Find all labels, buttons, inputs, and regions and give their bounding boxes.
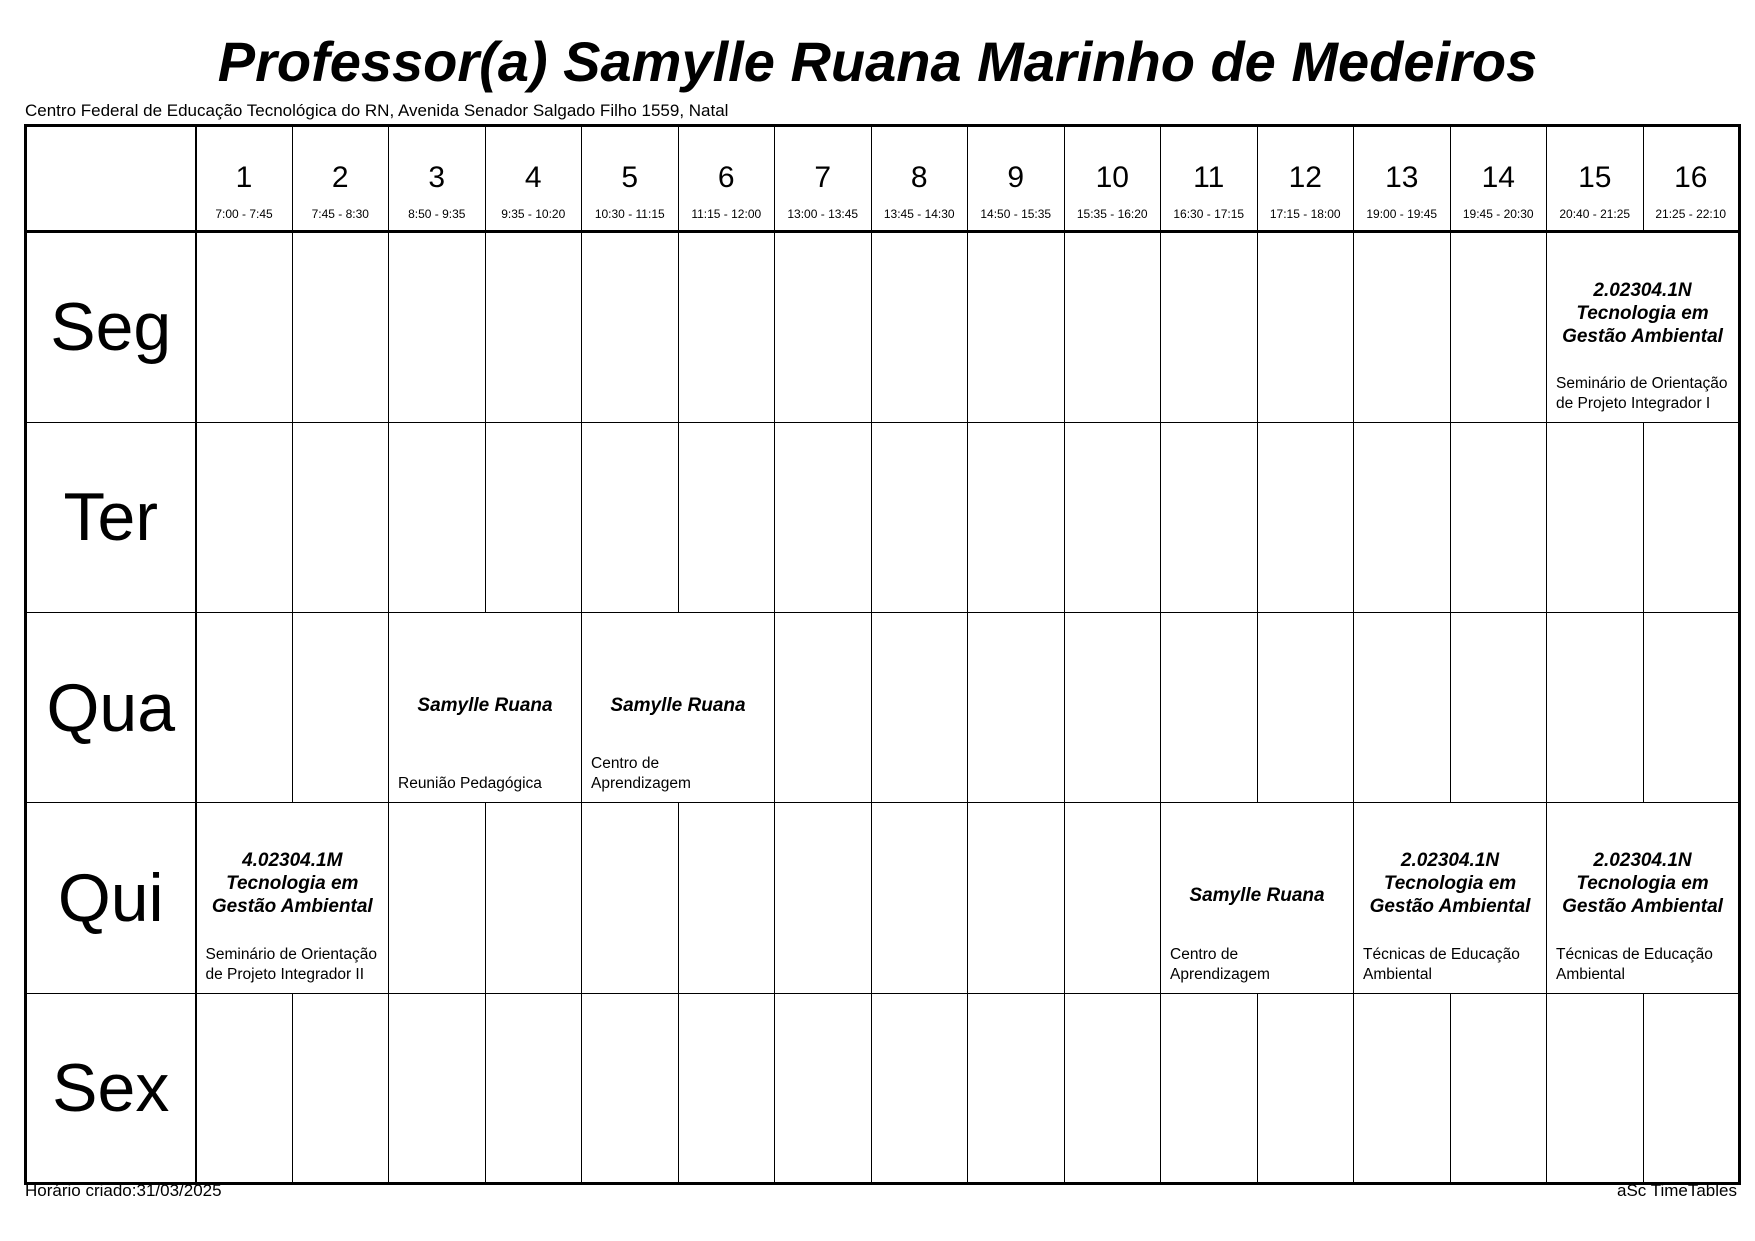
period-header-9: 9 14:50 - 15:35 xyxy=(968,126,1065,232)
lesson-teacher: Samylle Ruana xyxy=(1189,885,1325,907)
period-header-15: 15 20:40 - 21:25 xyxy=(1547,126,1644,232)
empty-slot xyxy=(196,612,293,802)
period-header-16: 16 21:25 - 22:10 xyxy=(1643,126,1740,232)
empty-slot xyxy=(1257,422,1354,612)
lesson-class: 2.02304.1N Tecnologia em Gestão Ambiental xyxy=(1562,280,1723,348)
lesson-teacher: Samylle Ruana xyxy=(417,694,553,716)
empty-slot xyxy=(871,422,968,612)
period-header-4: 4 9:35 - 10:20 xyxy=(485,126,582,232)
lesson-subject: Centro de Aprendizagem xyxy=(591,755,691,793)
empty-slot xyxy=(389,422,486,612)
period-header-12: 12 17:15 - 18:00 xyxy=(1257,126,1354,232)
empty-slot xyxy=(1354,612,1451,802)
empty-slot xyxy=(485,993,582,1183)
empty-slot xyxy=(1643,422,1740,612)
empty-slot xyxy=(1450,232,1547,422)
lesson-subject: Seminário de Orientação de Projeto Integrador II xyxy=(205,945,377,983)
empty-slot xyxy=(582,803,679,993)
period-header-11: 11 16:30 - 17:15 xyxy=(1161,126,1258,232)
empty-slot xyxy=(968,993,1065,1183)
empty-slot xyxy=(1354,422,1451,612)
timetable-grid xyxy=(24,124,1741,1185)
lesson-teacher: Samylle Ruana xyxy=(610,694,746,716)
lesson-subject: Centro de Aprendizagem xyxy=(1170,945,1270,983)
empty-slot xyxy=(968,232,1065,422)
empty-slot xyxy=(1064,993,1161,1183)
empty-slot xyxy=(968,422,1065,612)
empty-slot xyxy=(1354,232,1451,422)
empty-slot xyxy=(389,803,486,993)
period-header-3: 3 8:50 - 9:35 xyxy=(389,126,486,232)
empty-slot xyxy=(196,422,293,612)
period-header-13: 13 19:00 - 19:45 xyxy=(1354,126,1451,232)
lesson-card-qui-1 xyxy=(196,803,389,993)
empty-slot xyxy=(1643,993,1740,1183)
empty-slot xyxy=(196,993,293,1183)
empty-slot xyxy=(582,422,679,612)
empty-slot xyxy=(871,612,968,802)
empty-slot xyxy=(485,422,582,612)
lesson-card-qui-15 xyxy=(1547,803,1740,993)
empty-slot xyxy=(292,612,389,802)
period-header-7: 7 13:00 - 13:45 xyxy=(775,126,872,232)
lesson-subject: Reunião Pedagógica xyxy=(398,775,542,793)
lesson-class: 2.02304.1N Tecnologia em Gestão Ambiental xyxy=(1369,850,1531,918)
lesson-class: 2.02304.1N Tecnologia em Gestão Ambiental xyxy=(1562,850,1723,918)
created-date: Horário criado:31/03/2025 xyxy=(25,1181,222,1200)
day-label-qui: Qui xyxy=(26,803,196,993)
empty-slot xyxy=(1257,993,1354,1183)
empty-slot xyxy=(871,232,968,422)
period-header-5: 5 10:30 - 11:15 xyxy=(582,126,679,232)
day-row-qui xyxy=(26,803,1740,993)
empty-slot xyxy=(389,993,486,1183)
corner-cell xyxy=(26,126,196,232)
page-title: Professor(a) Samylle Ruana Marinho de Medeiros xyxy=(217,30,1538,93)
empty-slot xyxy=(775,803,872,993)
lesson-card-seg-15 xyxy=(1547,232,1740,422)
empty-slot xyxy=(775,422,872,612)
day-label-qua: Qua xyxy=(26,612,196,802)
empty-slot xyxy=(1450,422,1547,612)
empty-slot xyxy=(292,993,389,1183)
period-header-2: 2 7:45 - 8:30 xyxy=(292,126,389,232)
empty-slot xyxy=(1161,612,1258,802)
empty-slot xyxy=(1257,612,1354,802)
empty-slot xyxy=(1450,993,1547,1183)
day-label-sex: Sex xyxy=(26,993,196,1183)
period-header-8: 8 13:45 - 14:30 xyxy=(871,126,968,232)
empty-slot xyxy=(389,232,486,422)
empty-slot xyxy=(582,993,679,1183)
empty-slot xyxy=(678,803,775,993)
empty-slot xyxy=(678,232,775,422)
empty-slot xyxy=(968,612,1065,802)
day-row-qua xyxy=(26,612,1740,802)
empty-slot xyxy=(871,803,968,993)
day-label-seg: Seg xyxy=(26,232,196,422)
empty-slot xyxy=(1643,612,1740,802)
lesson-card-qua-5 xyxy=(582,612,775,802)
empty-slot xyxy=(1547,422,1644,612)
period-header-14: 14 19:45 - 20:30 xyxy=(1450,126,1547,232)
empty-slot xyxy=(775,232,872,422)
empty-slot xyxy=(775,993,872,1183)
lesson-card-qui-11 xyxy=(1161,803,1354,993)
empty-slot xyxy=(871,993,968,1183)
period-header-10: 10 15:35 - 16:20 xyxy=(1064,126,1161,232)
empty-slot xyxy=(1450,612,1547,802)
empty-slot xyxy=(1257,232,1354,422)
empty-slot xyxy=(1064,422,1161,612)
lesson-card-qui-13 xyxy=(1354,803,1547,993)
empty-slot xyxy=(1547,993,1644,1183)
empty-slot xyxy=(678,993,775,1183)
empty-slot xyxy=(968,803,1065,993)
lesson-subject: Seminário de Orientação de Projeto Integrador I xyxy=(1556,374,1728,412)
period-header-6: 6 11:15 - 12:00 xyxy=(678,126,775,232)
lesson-card-qua-3 xyxy=(389,612,582,802)
day-row-seg xyxy=(26,232,1740,422)
empty-slot xyxy=(582,232,679,422)
empty-slot xyxy=(1161,422,1258,612)
empty-slot xyxy=(196,232,293,422)
empty-slot xyxy=(678,422,775,612)
empty-slot xyxy=(1354,993,1451,1183)
period-header-row xyxy=(26,126,1740,232)
lesson-subject: Técnicas de Educação Ambiental xyxy=(1363,945,1520,983)
empty-slot xyxy=(775,612,872,802)
empty-slot xyxy=(1064,612,1161,802)
school-address: Centro Federal de Educação Tecnológica do RN, Avenida Senador Salgado Filho 1559, Natal xyxy=(25,101,729,120)
empty-slot xyxy=(1161,232,1258,422)
empty-slot xyxy=(485,803,582,993)
empty-slot xyxy=(485,232,582,422)
day-row-ter xyxy=(26,422,1740,612)
day-label-ter: Ter xyxy=(26,422,196,612)
empty-slot xyxy=(1064,232,1161,422)
empty-slot xyxy=(1064,803,1161,993)
empty-slot xyxy=(292,422,389,612)
brand-credit: aSc TimeTables xyxy=(1617,1181,1737,1200)
empty-slot xyxy=(1547,612,1644,802)
empty-slot xyxy=(1161,993,1258,1183)
period-header-1: 1 7:00 - 7:45 xyxy=(196,126,293,232)
day-row-sex xyxy=(26,993,1740,1183)
lesson-class: 4.02304.1M Tecnologia em Gestão Ambiental xyxy=(211,850,373,918)
empty-slot xyxy=(292,232,389,422)
lesson-subject: Técnicas de Educação Ambiental xyxy=(1556,945,1713,983)
